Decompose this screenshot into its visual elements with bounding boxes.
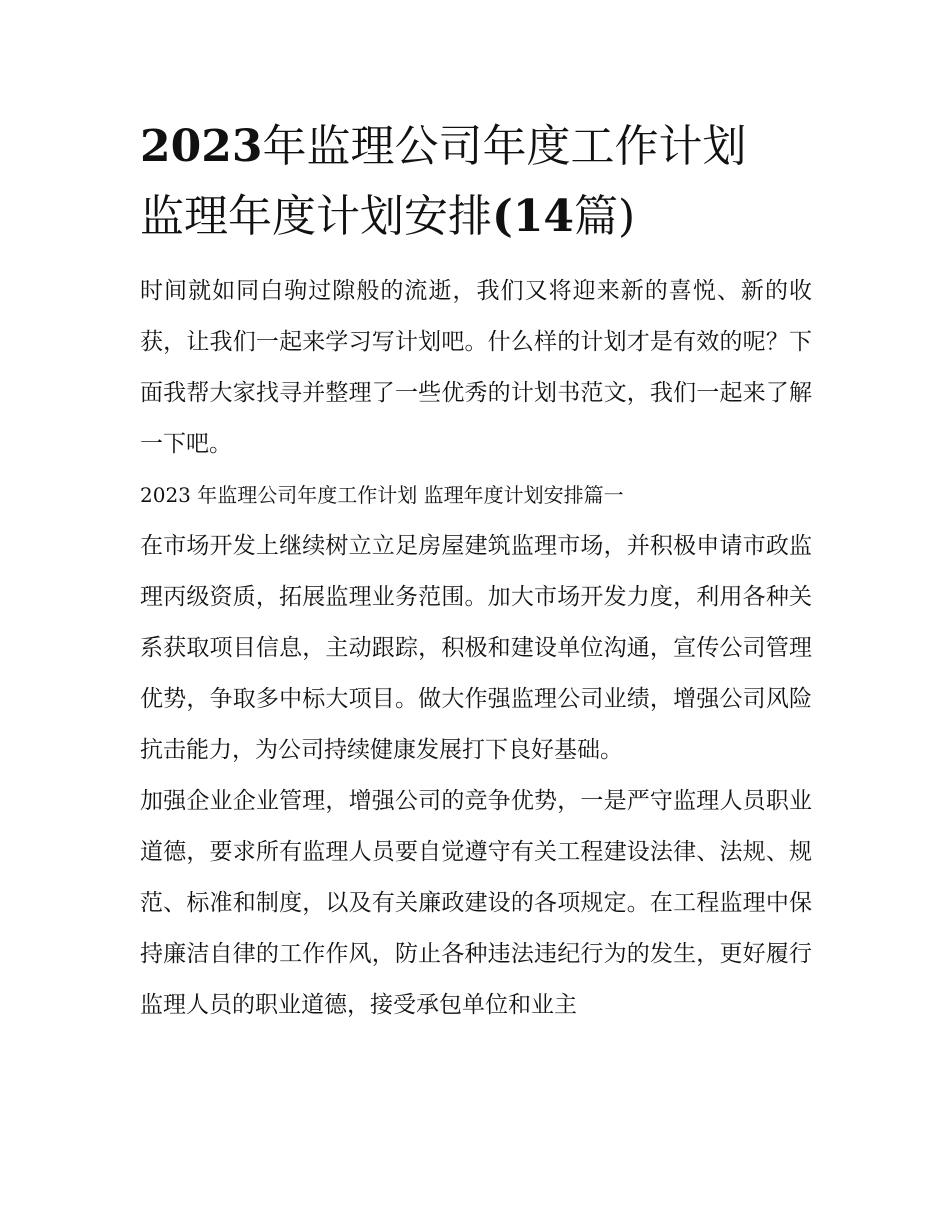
intro-paragraph: 时间就如同白驹过隙般的流逝，我们又将迎来新的喜悦、新的收获，让我们一起来学习写计划吧。什么样的计划才是有效的呢？下面我帮大家找寻并整理了一些优秀的计划书范文，我们一起来了解一下吧。 xyxy=(140,278,812,457)
title-count: (14 xyxy=(492,191,575,242)
document-title xyxy=(140,112,812,252)
title-line-1 xyxy=(140,121,746,172)
body-paragraph-market: 在市场开发上继续树立立足房屋建筑监理市场，并积极申请市政监理丙级资质，拓展监理业务范围。加大市场开发力度，利用各种关系获取项目信息，主动跟踪，积极和建设单位沟通，宣传公司管理优势，争取多中标大项目。做大作强监理公司业绩，增强公司风险抗击能力，为公司持续健康发展打下良好基础。 xyxy=(140,533,812,763)
title-year: 2023 xyxy=(140,121,263,172)
title-line-2-suffix: 篇) xyxy=(574,191,636,242)
document-page xyxy=(140,112,812,1031)
title-line-2 xyxy=(140,191,635,242)
section-heading: 2023 年监理公司年度工作计划 监理年度计划安排篇一 xyxy=(140,483,624,507)
title-line-2-text: 监理年度计划安排 xyxy=(140,191,492,242)
body-paragraph-management: 加强企业企业管理，增强公司的竞争优势，一是严守监理人员职业道德，要求所有监理人员要自觉遵守有关工程建设法律、法规、规范、标准和制度，以及有关廉政建设的各项规定。在工程监理中保持廉洁自律的工作作风，防止各种违法违纪行为的发生，更好履行监理人员的职业道德，接受承包单位和业主 xyxy=(140,788,812,1018)
title-line-1-text: 年监理公司年度工作计划 xyxy=(262,121,747,172)
